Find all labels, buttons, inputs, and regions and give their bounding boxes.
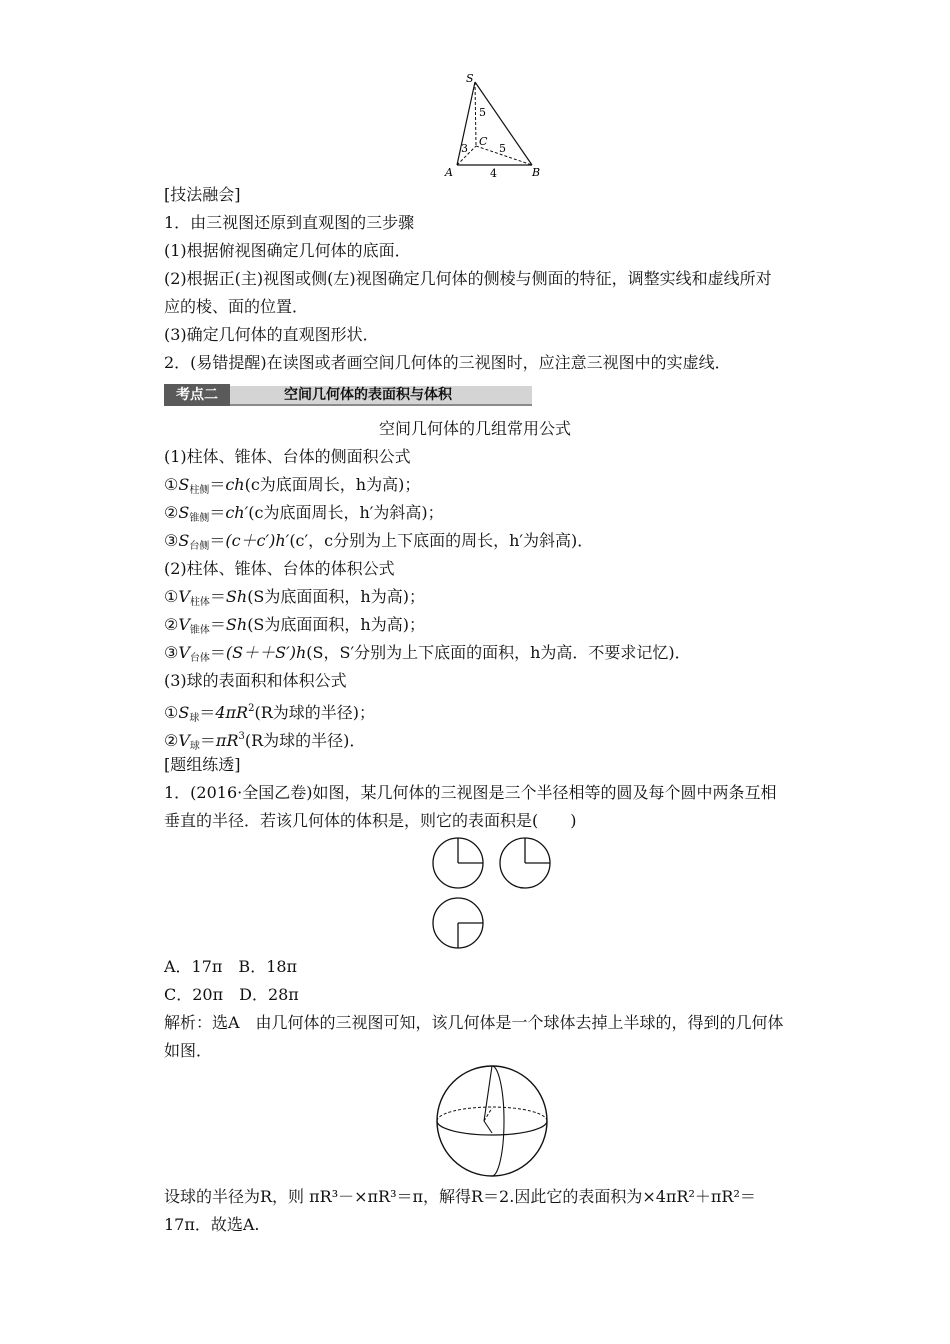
rhs: ch [225, 475, 245, 494]
front-view [433, 838, 483, 888]
pyramid-figure [440, 70, 550, 180]
var: S [178, 503, 190, 522]
rhs: 4πR [215, 703, 249, 722]
question-1-line-1: 1．(2016·全国乙卷)如图，某几何体的三视图是三个半径相等的圆及每个圆中两条互相 [164, 783, 777, 802]
three-views-figure [428, 836, 558, 952]
subscript: 锥侧 [189, 513, 210, 524]
step-2-line-1: (2)根据正(主)视图或侧(左)视图确定几何体的侧棱与侧面的特征，调整实线和虚线所对 [164, 269, 772, 288]
circ-num: ① [164, 587, 179, 606]
circ-num: ② [164, 615, 179, 634]
equals: ＝ [209, 475, 226, 494]
superscript: 2 [248, 703, 255, 714]
rhs: (c＋c′)h′ [225, 531, 290, 550]
label-b: B [532, 166, 541, 179]
circ-num: ① [164, 703, 179, 722]
rhs: Sh [225, 615, 248, 634]
step-3: (3)确定几何体的直观图形状． [164, 325, 379, 344]
options-row-1: A．17π B．18π [164, 957, 298, 976]
label-sc: 5 [479, 106, 486, 119]
formula-lateral-pyramid [164, 502, 444, 530]
solution-line-2: 如图． [164, 1041, 213, 1060]
equals: ＝ [209, 503, 226, 522]
note: (R为球的半径)； [254, 703, 375, 722]
var: V [178, 615, 190, 634]
subscript: 台侧 [189, 541, 210, 552]
options-row-2: C．20π D．28π [164, 985, 299, 1004]
question-1-line-2: 垂直的半径．若该几何体的体积是，则它的表面积是( ) [164, 811, 577, 830]
banner-title: 空间几何体的表面积与体积 [284, 387, 452, 403]
circ-num: ① [164, 475, 179, 494]
subscript: 球 [189, 741, 200, 752]
superscript: 3 [238, 731, 245, 742]
section-banner [164, 384, 532, 406]
rhs: Sh [225, 587, 248, 606]
formula-volume-frustum [164, 642, 691, 670]
circ-num: ③ [164, 531, 179, 550]
equals: ＝ [199, 703, 216, 722]
equals: ＝ [209, 587, 226, 606]
var: S [178, 475, 190, 494]
formula-volume-prism [164, 586, 425, 614]
label-s: S [466, 72, 474, 85]
side-view [500, 838, 550, 888]
equals: ＝ [209, 531, 226, 550]
conclusion-line-1: 设球的半径为R，则 πR³－×πR³＝π，解得R＝2.因此它的表面积为×4πR²＋πR²＝ [164, 1187, 756, 1206]
conclusion-line-2: 17π．故选A. [164, 1215, 260, 1234]
var: V [178, 643, 190, 662]
note: (S为底面面积，h为高)； [247, 587, 425, 606]
top-view [433, 898, 483, 948]
formula-group-3: (3)球的表面积和体积公式 [164, 671, 347, 690]
subscript: 柱体 [189, 597, 210, 608]
banner-tag: 考点二 [164, 384, 230, 406]
subscript: 柱侧 [189, 485, 210, 496]
var: V [178, 587, 190, 606]
label-c: C [479, 135, 488, 148]
formula-lateral-prism [164, 474, 420, 502]
item-1: 1．由三视图还原到直观图的三步骤 [164, 213, 415, 232]
subscript: 球 [189, 713, 200, 724]
solution-line-1: 解析：选A 由几何体的三视图可知，该几何体是一个球体去掉上半球的，得到的几何体 [164, 1013, 784, 1032]
var: V [178, 731, 190, 750]
subscript: 锥体 [189, 625, 210, 636]
note: (c′，c分别为上下底面的周长，h′为斜高)． [289, 531, 594, 550]
circ-num: ② [164, 503, 179, 522]
note: (R为球的半径)． [244, 731, 366, 750]
var: S [178, 531, 190, 550]
label-ac: 3 [461, 142, 468, 155]
rhs: (S＋＋S′)h [225, 643, 307, 662]
equals: ＝ [199, 731, 216, 750]
practice-heading: [题组练透] [164, 755, 241, 774]
sphere-figure [432, 1064, 552, 1180]
note: (c为底面周长，h′为斜高)； [248, 503, 444, 522]
note: (S，S′分别为上下底面的面积，h为高．不要求记忆)． [306, 643, 691, 662]
step-1: (1)根据俯视图确定几何体的底面． [164, 241, 411, 260]
rhs: πR [215, 731, 239, 750]
circ-num: ② [164, 731, 179, 750]
formula-volume-pyramid [164, 614, 425, 642]
label-ab: 4 [490, 167, 497, 180]
equals: ＝ [209, 643, 226, 662]
subscript: 台体 [189, 653, 210, 664]
rhs: ch′ [225, 503, 249, 522]
formula-lateral-frustum [164, 530, 593, 558]
label-cb: 5 [499, 142, 506, 155]
circ-num: ③ [164, 643, 179, 662]
var: S [178, 703, 190, 722]
step-2-line-2: 应的棱、面的位置． [164, 297, 309, 316]
note: (S为底面面积，h为高)； [247, 615, 425, 634]
edge-sc [475, 82, 476, 146]
techniques-heading: [技法融会] [164, 185, 241, 204]
label-a: A [445, 166, 453, 179]
formulas-title: 空间几何体的几组常用公式 [378, 419, 571, 438]
formula-group-1: (1)柱体、锥体、台体的侧面积公式 [164, 447, 411, 466]
formula-group-2: (2)柱体、锥体、台体的体积公式 [164, 559, 395, 578]
item-2: 2．(易错提醒)在读图或者画空间几何体的三视图时，应注意三视图中的实虚线． [164, 353, 731, 372]
note: (c为底面周长，h为高)； [244, 475, 421, 494]
equals: ＝ [209, 615, 226, 634]
